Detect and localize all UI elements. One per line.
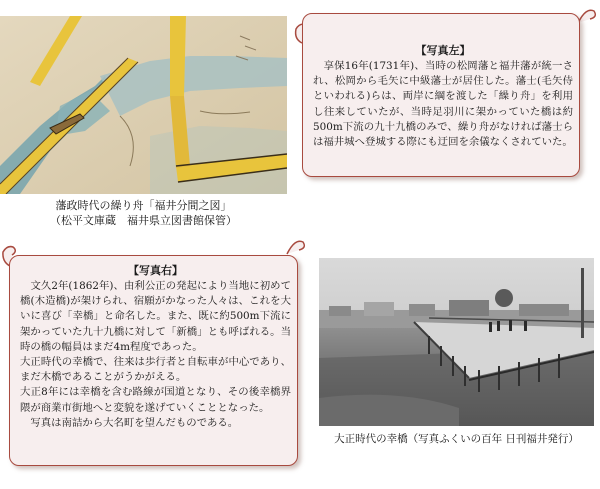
text-box-right-photo	[9, 255, 298, 466]
box-right-para-4: 写真は南詰から大名町を望んだものである。	[20, 416, 239, 429]
historical-map-photo	[0, 16, 287, 194]
box-right-para-1: 文久2年(1862年)、由利公正の発起により当地に初めて橋(木造橋)が架けられ、宿願がかなった人々は、これを大いに喜び「幸橋」と命名した。また、既に約500m下流に架かっていた九十九橋に対して「新橋」とも呼ばれる。当時の橋の幅員はまだ4m程度であった。	[20, 280, 291, 353]
bridge-photo-image	[319, 258, 594, 426]
bridge-photo	[319, 258, 594, 426]
box-left-text: 享保16年(1731年)、当時の松岡藩と福井藩が統一され、松岡から毛矢に中級藩士が居住した。藩士(毛矢侍といわれる)らは、両岸に綱を渡した「繰り舟」を利用し往来していたが、当時足羽川に架かっていた橋は約500m下流の九十九橋のみで、繰り舟がなければ藩士らは福井城へ登城する際にも迂回を余儀なくされていた。	[313, 60, 573, 149]
box-right-text	[20, 279, 291, 431]
box-right-heading: 【写真右】	[128, 264, 183, 277]
box-right-para-2: 大正時代の幸橋で、往来は歩行者と自転車が中心であり、まだ木橋であることがうかがえる。	[20, 356, 291, 384]
text-box-left-photo	[302, 13, 580, 177]
bridge-caption: 大正時代の幸橋（写真ふくいの百年 日刊福井発行）	[334, 433, 579, 445]
map-caption-line2: （松平文庫蔵 福井県立図書館保管）	[50, 214, 237, 227]
historical-map-image	[0, 16, 287, 194]
box-right-para-3: 大正8年には幸橋を含む路線が国道となり、その後幸橋界隈が商業市街地へと変貌を遂げていくこととなった。	[20, 386, 291, 414]
box-left-heading: 【写真左】	[415, 44, 471, 57]
map-caption-line1: 藩政時代の繰り舟「福井分間之図」	[55, 199, 232, 212]
map-caption	[0, 198, 287, 228]
